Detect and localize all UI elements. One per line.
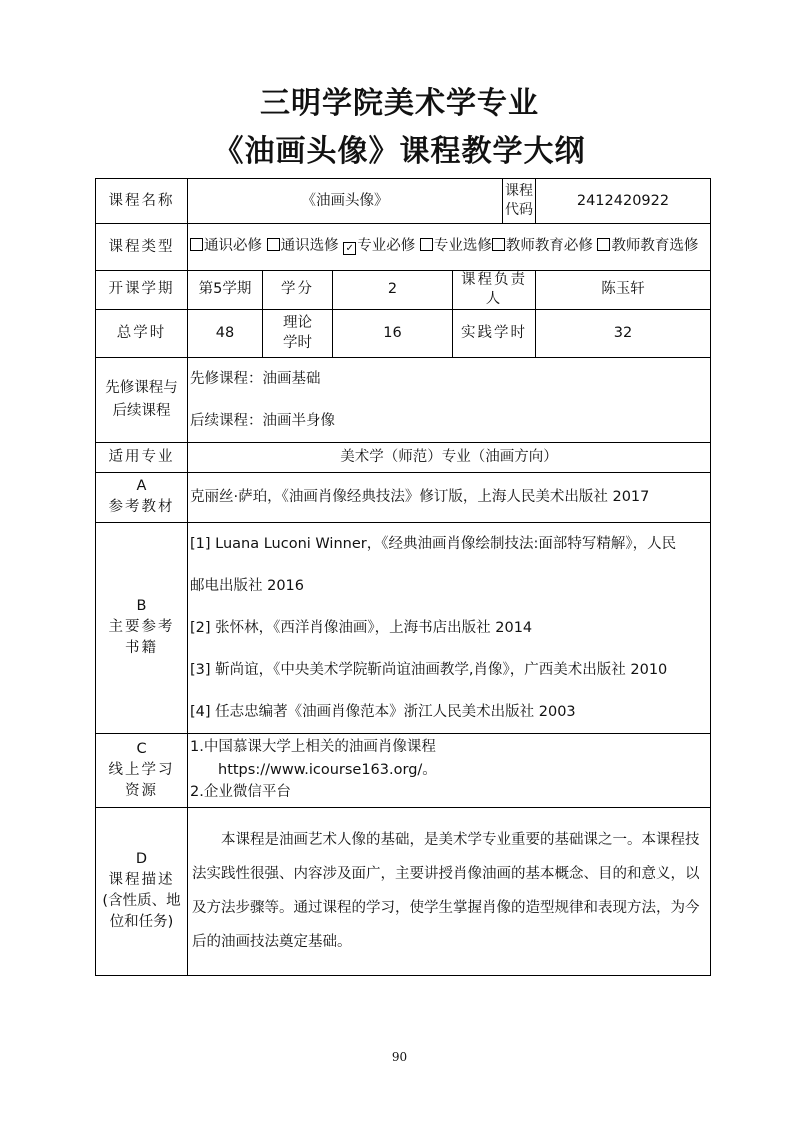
checkbox-icon [420,238,433,251]
prereq-label: 先修课程与 后续课程 [96,357,188,442]
course-description: 本课程是油画艺术人像的基础，是美术学专业重要的基础课之一。本课程技法实践性很强、内容涉及面广，主要讲授肖像油画的基本概念、目的和意义，以及方法步骤等。通过课程的学习，使学生掌握肖像的造型规律和表现方法，为今后的油画技法奠定基础。 [188,807,711,975]
online-url: https://www.icourse163.org/。 [218,761,437,778]
prereq-course: 先修课程：油画基础 [190,370,321,387]
list-item: 2.企业微信平台 [190,784,291,801]
document-title-line2: 《油画头像》课程教学大纲 [213,134,586,169]
type-option: 教师教育必修 [492,238,593,254]
checkbox-icon [492,238,505,251]
course-code-label: 课程 代码 [503,179,536,224]
semester: 第5学期 [188,271,263,310]
books-label: B 主要参考 书籍 [96,522,188,733]
list-item: 邮电出版社 2016 [190,577,305,594]
list-item: [3] 靳尚谊，《中央美术学院靳尚谊油画教学,肖像》，广西美术出版社 2010 [190,661,668,678]
checkbox-icon [267,238,280,251]
list-item: 1.中国慕课大学上相关的油画肖像课程 [190,739,436,756]
page-number: 90 [391,1050,408,1064]
course-type-label: 课程类型 [96,224,188,271]
hours-label: 总学时 [96,309,188,357]
theory-hours: 16 [333,309,453,357]
reference-books-list [188,522,711,733]
major-label: 适用专业 [96,442,188,472]
list-item: [4] 任志忠编著《油画肖像范本》浙江人民美术出版社 2003 [190,703,576,720]
course-name: 《油画头像》 [188,179,503,224]
total-hours: 48 [188,309,263,357]
followup-course: 后续课程：油画半身像 [190,412,335,429]
type-option: ✓ 专业必修 [343,238,415,254]
checkbox-checked-icon: ✓ [343,242,356,255]
type-option: 通识选修 [267,238,339,254]
description-label: D 课程描述 (含性质、地 位和任务) [96,807,188,975]
semester-label: 开课学期 [96,271,188,310]
course-name-label: 课程名称 [96,179,188,224]
online-label: C 线上学习 资源 [96,733,188,807]
course-info-table [95,178,711,976]
practice-hours-label: 实践学时 [453,309,536,357]
lead-label: 课程负责人 [453,271,536,310]
prereq-cell [188,357,711,442]
type-option: 教师教育选修 [597,238,698,254]
online-resources [188,733,711,807]
major: 美术学（师范）专业（油画方向） [188,442,711,472]
list-item: [1] Luana Luconi Winner，《经典油画肖像绘制技法:面部特写精解》，人民 [190,535,677,552]
textbook: 克丽丝·萨珀，《油画肖像经典技法》修订版，上海人民美术出版社 2017 [188,472,711,522]
checkbox-icon [597,238,610,251]
practice-hours: 32 [536,309,711,357]
document-title-line1: 三明学院美术学专业 [260,86,539,121]
theory-hours-label: 理论 学时 [263,309,333,357]
course-code: 2412420922 [536,179,711,224]
list-item: [2] 张怀林，《西洋肖像油画》，上海书店出版社 2014 [190,619,533,636]
course-lead: 陈玉轩 [536,271,711,310]
textbook-label: A 参考教材 [96,472,188,522]
checkbox-icon [190,238,203,251]
type-option: 专业选修 [420,238,492,254]
credit-label: 学分 [263,271,333,310]
course-type-options [188,224,711,271]
type-option: 通识必修 [190,238,262,254]
credit: 2 [333,271,453,310]
